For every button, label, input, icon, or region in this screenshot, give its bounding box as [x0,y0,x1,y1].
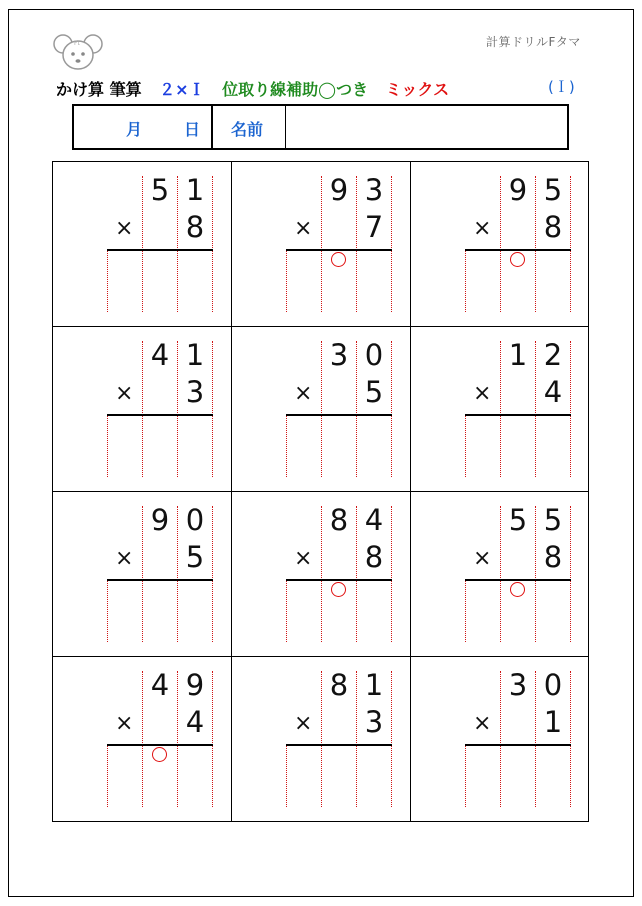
answer-line [107,744,213,746]
place-value-guide-line [391,506,392,642]
title-part-4: ミックス [385,80,450,99]
place-value-guide-line [570,671,571,807]
multiplier-digit: 1 [543,705,563,739]
multiplicand-tens-digit: 9 [329,173,349,207]
place-value-guide-line [570,341,571,477]
name-label: 名前 [231,120,264,139]
multiplier-digit: 3 [185,375,205,409]
problem-cell [411,162,590,327]
multiplicand-ones-digit: 1 [185,173,205,207]
problem-cell [53,327,232,492]
problem-cell [232,162,411,327]
place-value-guide-line [570,506,571,642]
place-value-guide-line [212,341,213,477]
answer-line [286,414,392,416]
answer-area[interactable] [108,747,212,807]
times-sign: × [115,381,134,406]
multiplier-digit: 5 [364,375,384,409]
times-sign: × [115,216,134,241]
times-sign: × [473,711,492,736]
place-value-guide-line [391,176,392,312]
multiplicand-tens-digit: 8 [329,668,349,702]
answer-line [465,744,571,746]
times-sign: × [294,546,313,571]
multiplier-digit: 4 [185,705,205,739]
name-box-divider [211,106,213,148]
multiplicand-ones-digit: 0 [543,668,563,702]
place-value-guide-line [212,671,213,807]
problem-cell [411,327,590,492]
multiplicand-ones-digit: 5 [543,173,563,207]
place-value-guide-line [570,176,571,312]
multiplicand-ones-digit: 1 [185,338,205,372]
name-date-box [72,104,569,150]
problem-grid [52,161,589,822]
multiplicand-tens-digit: 3 [329,338,349,372]
answer-line [286,579,392,581]
multiplicand-tens-digit: 9 [508,173,528,207]
multiplicand-tens-digit: 4 [150,338,170,372]
answer-line [465,249,571,251]
multiplier-digit: 8 [543,540,563,574]
brand-label: 計算ドリルFタマ [486,35,581,49]
place-value-guide-line [391,341,392,477]
answer-line [465,414,571,416]
multiplier-digit: 5 [185,540,205,574]
place-value-guide-line [212,176,213,312]
multiplier-digit: 8 [543,210,563,244]
times-sign: × [294,216,313,241]
multiplicand-tens-digit: 4 [150,668,170,702]
problem-cell [411,657,590,822]
answer-line [286,744,392,746]
multiplicand-ones-digit: 4 [364,503,384,537]
problem-cell [53,492,232,657]
times-sign: × [473,546,492,571]
answer-line [286,249,392,251]
multiplicand-ones-digit: 9 [185,668,205,702]
multiplier-digit: 8 [185,210,205,244]
answer-line [107,579,213,581]
multiplicand-ones-digit: 0 [185,503,205,537]
problem-cell [411,492,590,657]
answer-area[interactable] [466,747,570,807]
answer-area[interactable] [108,417,212,477]
problem-cell [53,657,232,822]
times-sign: × [473,381,492,406]
multiplicand-ones-digit: 3 [364,173,384,207]
answer-line [107,414,213,416]
multiplicand-tens-digit: 5 [150,173,170,207]
multiplier-digit: 8 [364,540,384,574]
multiplicand-ones-digit: 0 [364,338,384,372]
times-sign: × [473,216,492,241]
answer-area[interactable] [466,252,570,312]
sheet-number: (Ｉ) [548,78,575,96]
multiplicand-tens-digit: 9 [150,503,170,537]
times-sign: × [294,381,313,406]
answer-area[interactable] [287,417,391,477]
times-sign: × [115,546,134,571]
mouse-logo-icon [52,32,104,72]
answer-area[interactable] [108,252,212,312]
day-label: 日 [184,120,201,139]
answer-area[interactable] [287,252,391,312]
month-label: 月 [126,120,143,139]
answer-area[interactable] [287,747,391,807]
place-value-guide-line [391,671,392,807]
multiplicand-ones-digit: 2 [543,338,563,372]
title-part-1: かけ算 筆算 [56,80,142,99]
multiplicand-ones-digit: 5 [543,503,563,537]
answer-area[interactable] [108,582,212,642]
answer-line [465,579,571,581]
multiplicand-tens-digit: 3 [508,668,528,702]
answer-line [107,249,213,251]
logo-text: Ft [74,40,80,47]
worksheet-title [56,77,461,100]
name-field[interactable] [288,106,567,148]
problem-cell [53,162,232,327]
place-value-guide-line [212,506,213,642]
answer-area[interactable] [466,417,570,477]
multiplier-digit: 4 [543,375,563,409]
multiplicand-tens-digit: 8 [329,503,349,537]
answer-area[interactable] [466,582,570,642]
problem-cell [232,657,411,822]
multiplicand-tens-digit: 5 [508,503,528,537]
title-part-3: 位取り線補助◯つき [222,80,369,99]
answer-area[interactable] [287,582,391,642]
times-sign: × [294,711,313,736]
problem-cell [232,327,411,492]
name-box-divider [285,106,286,148]
multiplicand-ones-digit: 1 [364,668,384,702]
multiplier-digit: 7 [364,210,384,244]
multiplier-digit: 3 [364,705,384,739]
title-part-2: ２×Ｉ [159,80,205,99]
times-sign: × [115,711,134,736]
problem-cell [232,492,411,657]
multiplicand-tens-digit: 1 [508,338,528,372]
